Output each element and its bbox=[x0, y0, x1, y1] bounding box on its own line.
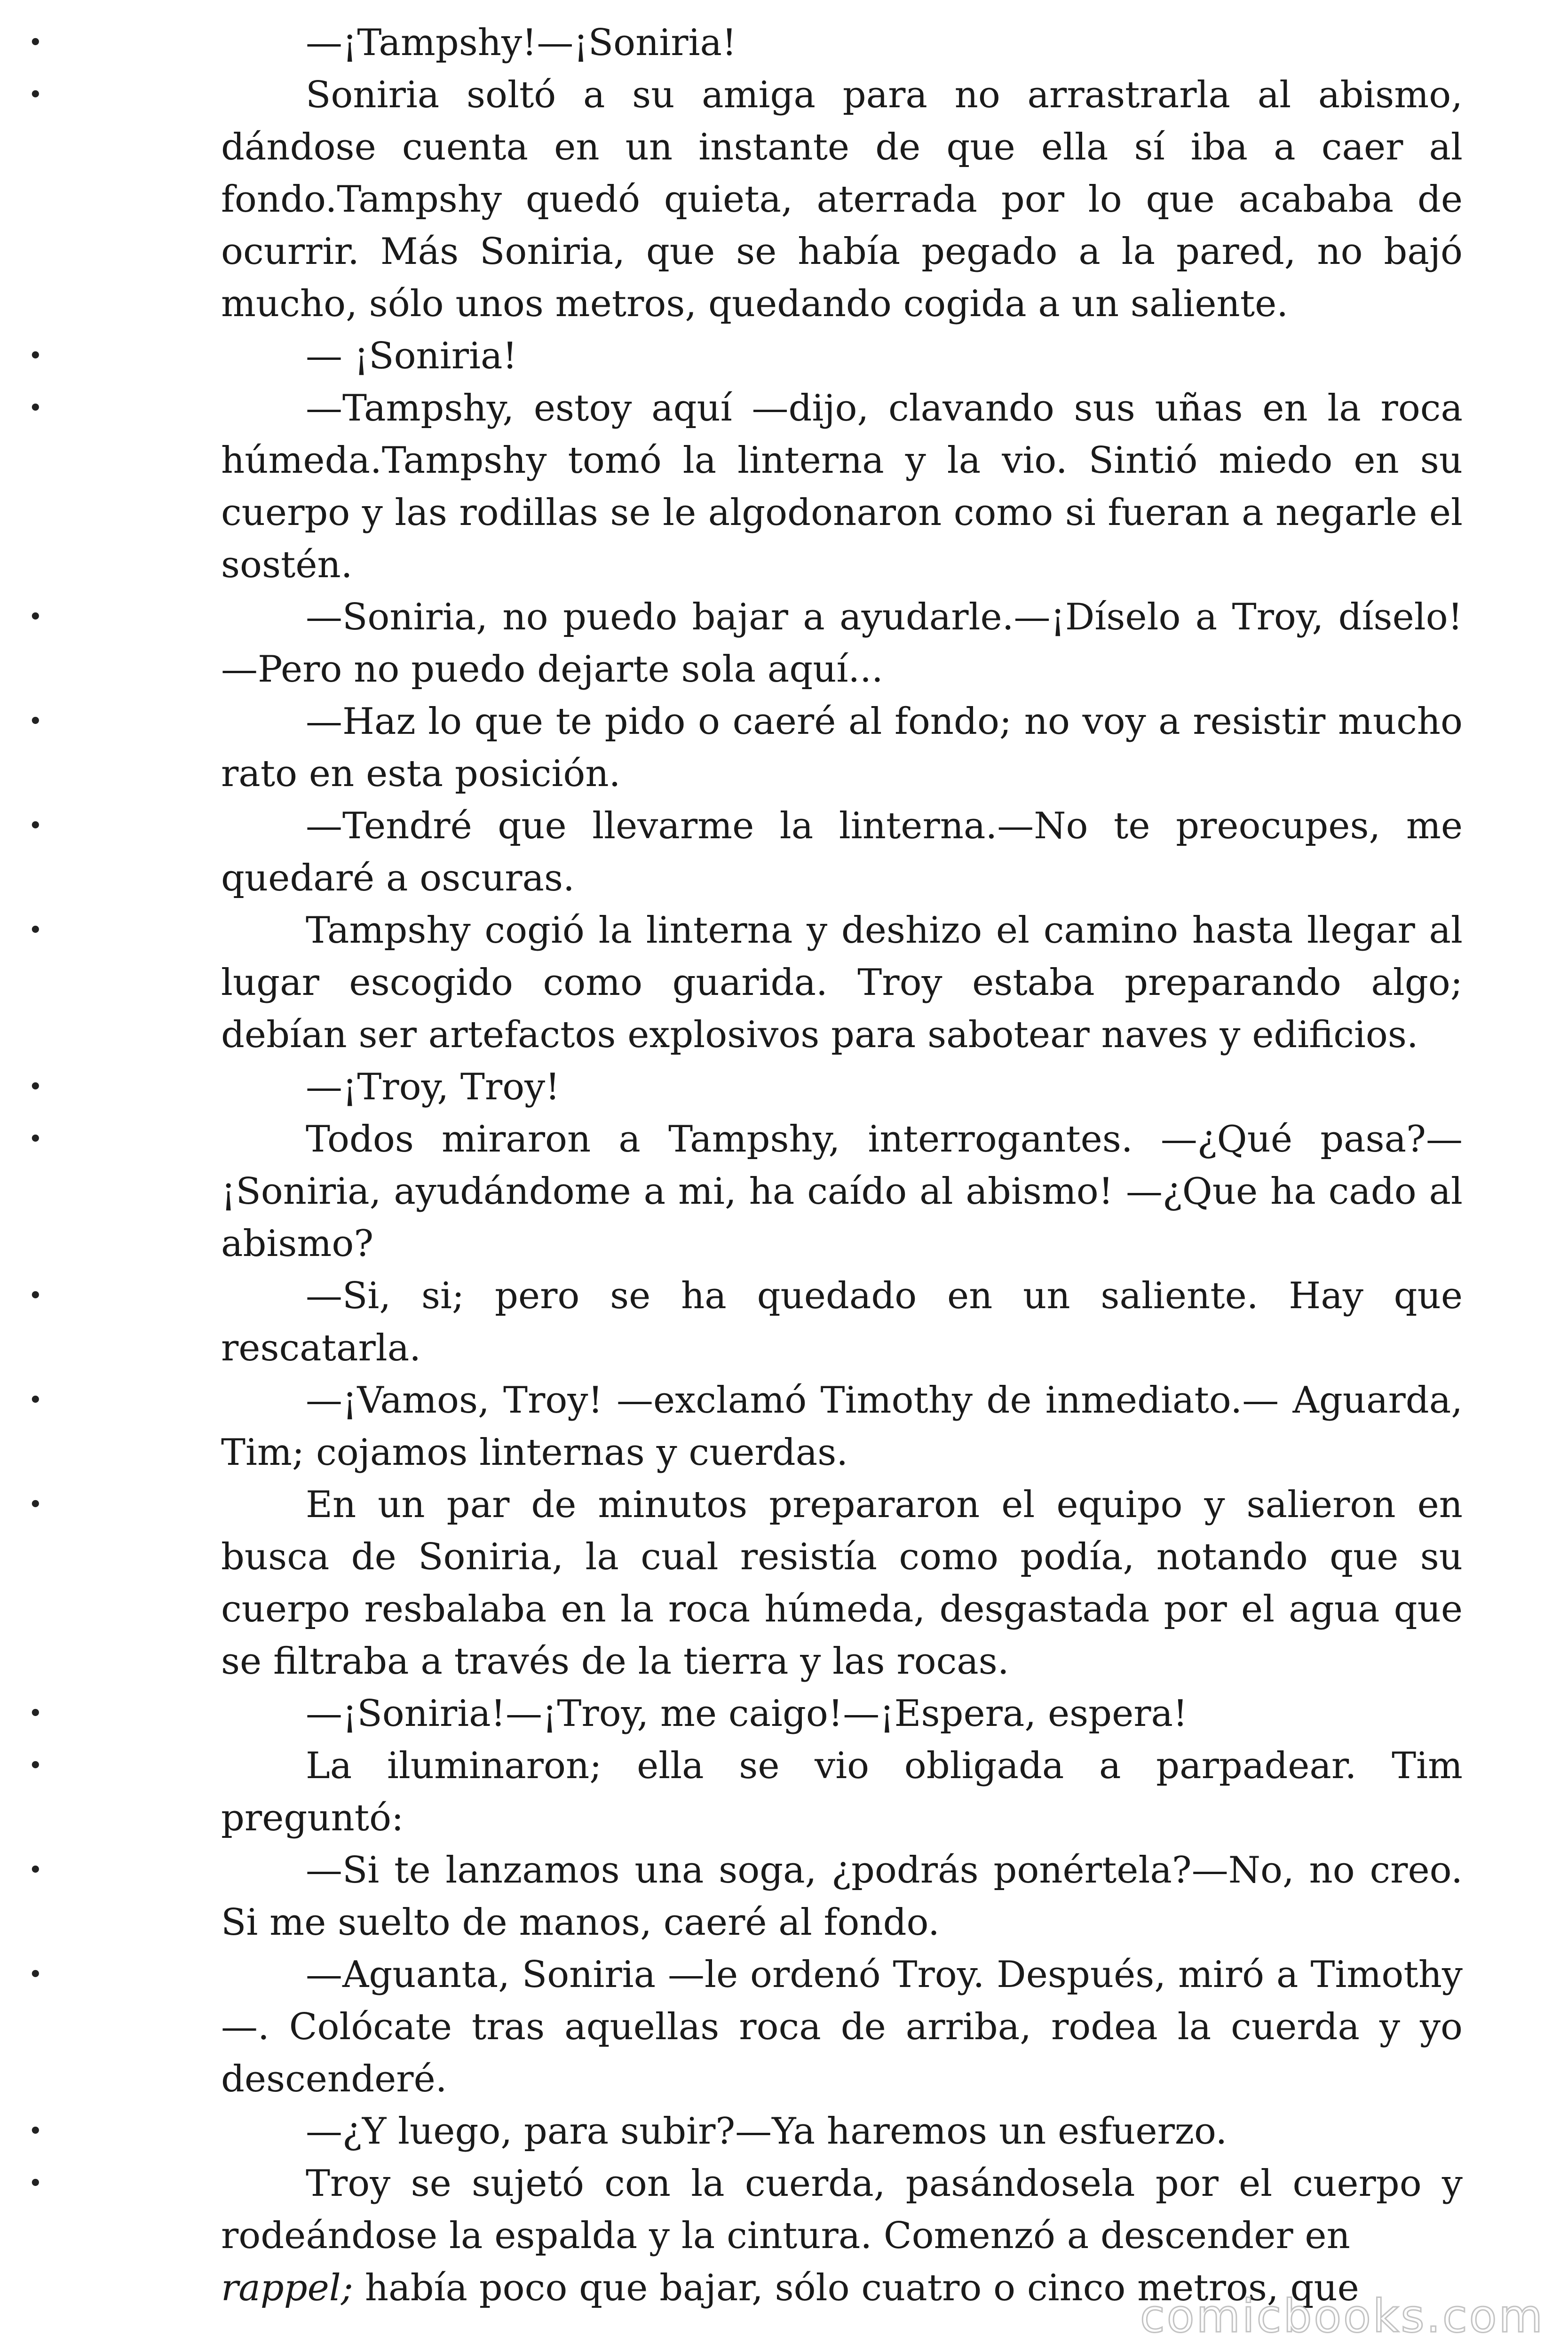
paragraph-19-text: Troy se sujetó con la cuerda, pasándosela por el cuerpo y rodeándose la espalda y la cintura. Comenzó a descender en bbox=[221, 2162, 1463, 2257]
paragraph-18: • —¿Y luego, para subir?—Ya haremos un esfuerzo. bbox=[221, 2106, 1463, 2158]
paragraph-list bbox=[221, 17, 1463, 2314]
paragraph-10: • Todos miraron a Tampshy, interrogantes. —¿Qué pasa?— ¡Soniria, ayudándome a mi, ha caído al abismo! —¿Que ha cado al abismo? bbox=[221, 1113, 1463, 1270]
paragraph-16: • —Si te lanzamos una soga, ¿podrás ponértela?—No, no creo. Si me suelto de manos, caeré al fondo. bbox=[221, 1844, 1463, 1949]
paragraph-6: • —Haz lo que te pido o caeré al fondo; no voy a resistir mucho rato en esta posición. bbox=[221, 696, 1463, 800]
paragraph-2: • Soniria soltó a su amiga para no arrastrarla al abismo, dándose cuenta en un instante de que ella sí iba a caer al fondo.Tampshy quedó quieta, aterrada por lo que acababa de ocurrir. Más Soniria, que se había pegado a la pared, no bajó mucho, sólo unos metros, quedando cogida a un saliente. bbox=[221, 69, 1463, 330]
paragraph-7: • —Tendré que llevarme la linterna.—No te preocupes, me quedaré a oscuras. bbox=[221, 800, 1463, 905]
watermark: comicbooks.com bbox=[1140, 2290, 1544, 2343]
paragraph-4: • —Tampshy, estoy aquí —dijo, clavando sus uñas en la roca húmeda.Tampshy tomó la linterna y la vio. Sintió miedo en su cuerpo y las rodillas se le algodonaron como si fueran a negarle el sostén. bbox=[221, 382, 1463, 591]
paragraph-13: • En un par de minutos prepararon el equipo y salieron en busca de Soniria, la cual resistía como podía, notando que su cuerpo resbalaba en la roca húmeda, desgastada por el agua que se filtraba a través de la tierra y las rocas. bbox=[221, 1479, 1463, 1688]
paragraph-14: • —¡Soniria!—¡Troy, me caigo!—¡Espera, espera! bbox=[221, 1688, 1463, 1740]
paragraph-12: • —¡Vamos, Troy! —exclamó Timothy de inmediato.— Aguarda, Tim; cojamos linternas y cuerdas. bbox=[221, 1375, 1463, 1479]
paragraph-19-tail: había poco que bajar, sólo cuatro o cinco metros, que bbox=[353, 2267, 1359, 2309]
paragraph-9: • —¡Troy, Troy! bbox=[221, 1061, 1463, 1113]
paragraph-17: • —Aguanta, Soniria —le ordenó Troy. Después, miró a Timothy—. Colócate tras aquellas roca de arriba, rodea la cuerda y yo descenderé. bbox=[221, 1949, 1463, 2106]
paragraph-5: • —Soniria, no puedo bajar a ayudarle.—¡Díselo a Troy, díselo!—Pero no puedo dejarte sola aquí... bbox=[221, 591, 1463, 696]
paragraph-15: • La iluminaron; ella se vio obligada a parpadear. Tim preguntó: bbox=[221, 1740, 1463, 1844]
paragraph-1: • —¡Tampshy!—¡Soniria! bbox=[221, 17, 1463, 69]
paragraph-3: • — ¡Soniria! bbox=[221, 330, 1463, 382]
paragraph-11: • —Si, si; pero se ha quedado en un saliente. Hay que rescatarla. bbox=[221, 1270, 1463, 1375]
italic-word-rappel: rappel; bbox=[221, 2267, 354, 2309]
paragraph-8: • Tampshy cogió la linterna y deshizo el camino hasta llegar al lugar escogido como guarida. Troy estaba preparando algo; debían ser artefactos explosivos para sabotear naves y edificios. bbox=[221, 905, 1463, 1061]
